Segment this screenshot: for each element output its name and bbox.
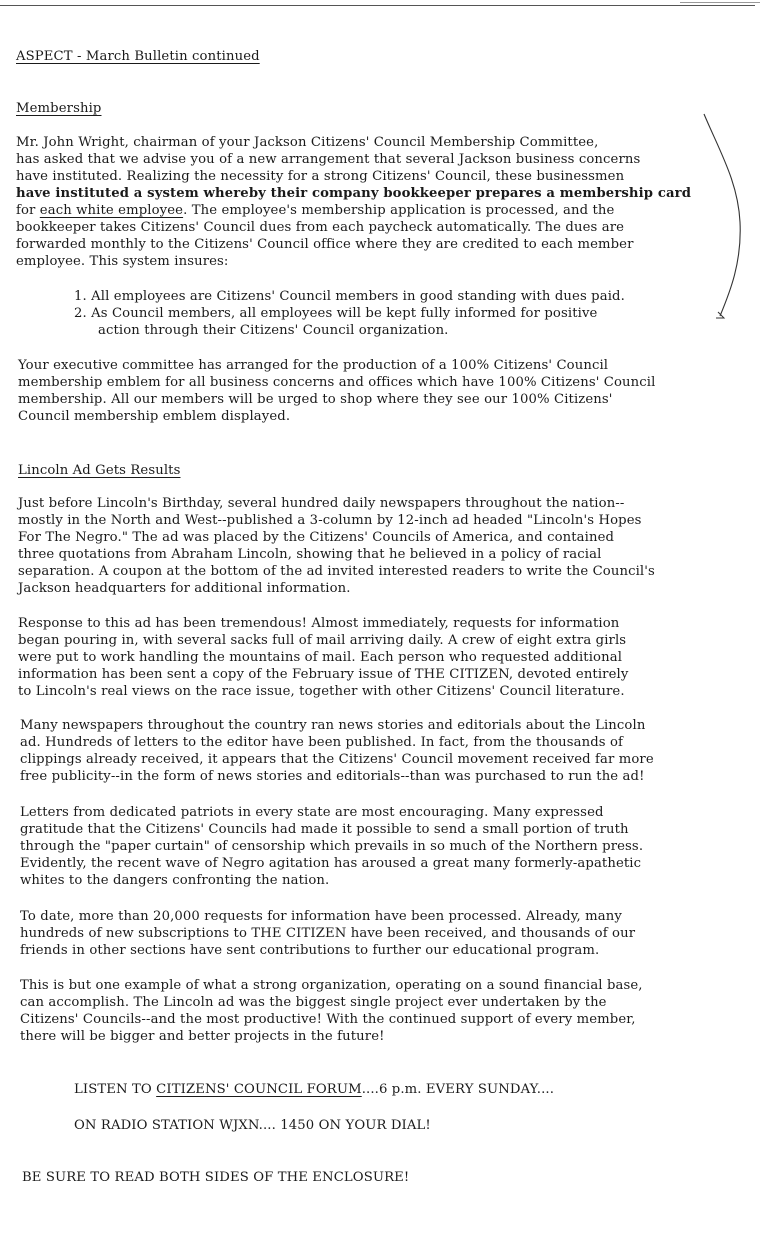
lincoln-heading: Lincoln Ad Gets Results xyxy=(18,463,181,478)
radio-station-notice: ON RADIO STATION WJXN.... 1450 ON YOUR DIAL! xyxy=(74,1118,431,1133)
text-fragment: ....6 p.m. EVERY SUNDAY.... xyxy=(361,1082,555,1097)
text-line: Evidently, the recent wave of Negro agitation has aroused a great many formerly-apathetic xyxy=(20,856,642,871)
page-title: ASPECT - March Bulletin continued xyxy=(16,49,260,64)
text-line: Jackson headquarters for additional information. xyxy=(18,581,351,596)
text-line: friends in other sections have sent contributions to further our educational program. xyxy=(20,943,600,958)
text-line xyxy=(16,202,614,219)
text-line: forwarded monthly to the Citizens' Council office where they are credited to each member xyxy=(16,237,634,252)
text-line: gratitude that the Citizens' Councils had made it possible to send a small portion of truth xyxy=(20,822,629,837)
top-rule xyxy=(0,5,755,6)
text-line: Just before Lincoln's Birthday, several hundred daily newspapers throughout the nation-- xyxy=(18,496,625,511)
list-item: 2. As Council members, all employees will be kept fully informed for positive xyxy=(74,306,598,321)
list-item-continuation: action through their Citizens' Council organization. xyxy=(98,323,449,338)
text-line: mostly in the North and West--published a 3-column by 12-inch ad headed "Lincoln's Hopes xyxy=(18,513,642,528)
text-line: ad. Hundreds of letters to the editor have been published. In fact, from the thousands of xyxy=(20,735,624,750)
text-line: hundreds of new subscriptions to THE CITIZEN have been received, and thousands of our xyxy=(20,926,636,941)
text-line: were put to work handling the mountains of mail. Each person who requested additional xyxy=(18,650,623,665)
program-name: CITIZENS' COUNCIL FORUM xyxy=(156,1082,362,1097)
text-line: employee. This system insures: xyxy=(16,254,229,269)
text-line: membership. All our members will be urged to shop where they see our 100% Citizens' xyxy=(18,392,613,407)
text-fragment: . The employee's membership application is processed, and the xyxy=(183,203,615,218)
text-line: through the "paper curtain" of censorship which prevails in so much of the Northern press. xyxy=(20,839,644,854)
text-line: Council membership emblem displayed. xyxy=(18,409,291,424)
text-fragment: for xyxy=(16,203,40,218)
text-line: has asked that we advise you of a new arrangement that several Jackson business concerns xyxy=(16,152,641,167)
text-line: can accomplish. The Lincoln ad was the biggest single project ever undertaken by the xyxy=(20,995,607,1010)
radio-program-notice xyxy=(74,1081,554,1098)
top-rule-fragment xyxy=(680,2,760,3)
text-line: there will be bigger and better projects in the future! xyxy=(20,1029,385,1044)
text-line: For The Negro." The ad was placed by the Citizens' Councils of America, and contained xyxy=(18,530,615,545)
emphasis-underlined: each white employee xyxy=(39,203,184,218)
text-line-bold: have instituted a system whereby their company bookkeeper prepares a membership card xyxy=(16,186,692,201)
text-line: three quotations from Abraham Lincoln, showing that he believed in a policy of racial xyxy=(18,547,602,562)
text-line: Mr. John Wright, chairman of your Jackson Citizens' Council Membership Committee, xyxy=(16,135,599,150)
text-line: began pouring in, with several sacks full of mail arriving daily. A crew of eight extra girls xyxy=(18,633,627,648)
text-line: Citizens' Councils--and the most productive! With the continued support of every member, xyxy=(20,1012,636,1027)
text-line: membership emblem for all business concerns and offices which have 100% Citizens' Council xyxy=(18,375,656,390)
text-line: Many newspapers throughout the country ran news stories and editorials about the Lincoln xyxy=(20,718,646,733)
text-line: clippings already received, it appears that the Citizens' Council movement received far more xyxy=(20,752,654,767)
text-line: free publicity--in the form of news stories and editorials--than was purchased to run the ad! xyxy=(20,769,645,784)
text-line: bookkeeper takes Citizens' Council dues from each paycheck automatically. The dues are xyxy=(16,220,625,235)
text-line: to Lincoln's real views on the race issue, together with other Citizens' Council literature. xyxy=(18,684,625,699)
text-line: Response to this ad has been tremendous! Almost immediately, requests for information xyxy=(18,616,620,631)
text-line: separation. A coupon at the bottom of the ad invited interested readers to write the Council's xyxy=(18,564,655,579)
text-line: To date, more than 20,000 requests for information have been processed. Already, many xyxy=(20,909,622,924)
handwritten-margin-bracket xyxy=(700,112,760,327)
enclosure-notice: BE SURE TO READ BOTH SIDES OF THE ENCLOSURE! xyxy=(22,1170,410,1185)
text-line: This is but one example of what a strong organization, operating on a sound financial base, xyxy=(20,978,643,993)
text-line: Letters from dedicated patriots in every state are most encouraging. Many expressed xyxy=(20,805,604,820)
list-item: 1. All employees are Citizens' Council members in good standing with dues paid. xyxy=(74,289,625,304)
text-fragment: LISTEN TO xyxy=(74,1082,157,1097)
text-line: whites to the dangers confronting the nation. xyxy=(20,873,330,888)
text-line: have instituted. Realizing the necessity for a strong Citizens' Council, these businessmen xyxy=(16,169,625,184)
text-line: Your executive committee has arranged for the production of a 100% Citizens' Council xyxy=(18,358,609,373)
text-line: information has been sent a copy of the February issue of THE CITIZEN, devoted entirely xyxy=(18,667,629,682)
membership-heading: Membership xyxy=(16,101,102,116)
